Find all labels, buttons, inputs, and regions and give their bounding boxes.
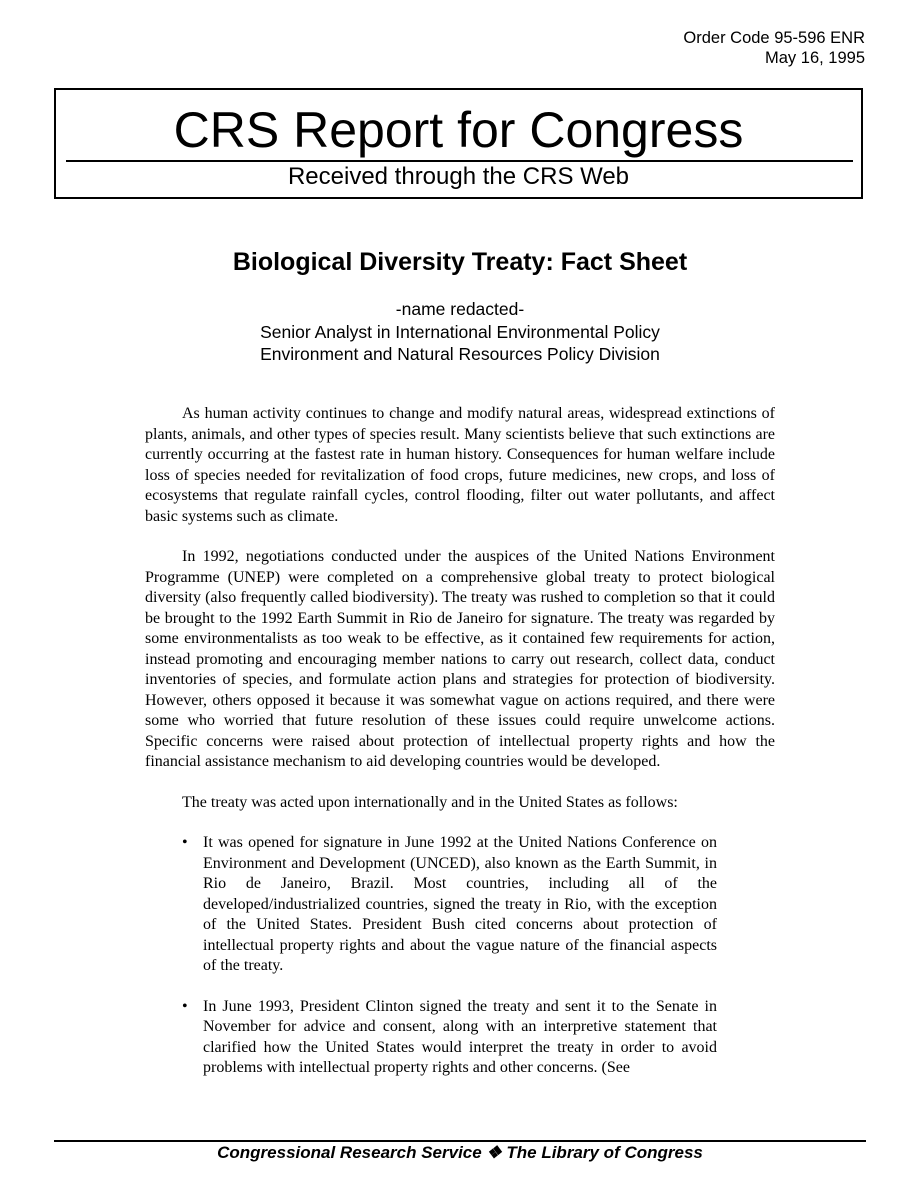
- paragraph: In 1992, negotiations conducted under the auspices of the United Nations Environment Programme (UNEP) were completed on a comprehensive global treaty to protect biological diversity (also frequently called biodiversity). The treaty was rushed to completion so that it could be brought to the 1992 Earth Summit in Rio de Janeiro for signature. The treaty was regarded by some environmentalists as too weak to be effective, as it contained few requirements for action, instead promoting and encouraging member nations to carry out research, collect data, conduct inventories of species, and formulate action plans and strategies for protection of biodiversity. However, others opposed it because it was somewhat vague on actions required, and there were some who worried that future resolution of these issues could require unwelcome actions. Specific concerns were raised about protection of intellectual property rights and how the financial assistance mechanism to aid developing countries would be developed.: [145, 548, 775, 770]
- bullet-list: [145, 833, 775, 1079]
- bullet-icon: •: [182, 834, 188, 851]
- author-block: [0, 298, 920, 366]
- order-code-block: [683, 28, 865, 68]
- report-banner: [54, 88, 863, 199]
- footer-text: Congressional Research Service ❖ The Library of Congress: [217, 1143, 703, 1162]
- banner-title: CRS Report for Congress: [173, 102, 744, 158]
- paragraph: As human activity continues to change and modify natural areas, widespread extinctions of plants, animals, and other types of species result. Many scientists believe that such extinctions are currently occurring at the fastest rate in human history. Consequences for human welfare include loss of species needed for revitalization of food crops, future medicines, new crops, and loss of ecosystems that regulate rainfall cycles, control flooding, filter out water pollutants, and affect basic systems such as climate.: [145, 405, 775, 525]
- banner-subtitle: Received through the CRS Web: [287, 163, 630, 190]
- author-division: Environment and Natural Resources Policy Division: [260, 344, 660, 364]
- list-item: [145, 997, 775, 1079]
- author-title: Senior Analyst in International Environmental Policy: [260, 321, 660, 342]
- paragraph: The treaty was acted upon internationally and in the United States as follows:: [182, 793, 678, 811]
- list-item-text: It was opened for signature in June 1992 at the United Nations Conference on Environment and Development (UNCED), also known as the Earth Summit, in Rio de Janeiro, Brazil. Most countries, including all of the developed/industrialized countries, signed the treaty in Rio, with the exception of the United States. President Bush cited concerns about protection of intellectual property rights and about the vague nature of the financial aspects of the treaty.: [203, 834, 717, 974]
- author-name: -name redacted-: [395, 299, 525, 319]
- report-date: May 16, 1995: [765, 49, 865, 67]
- document-title: Biological Diversity Treaty: Fact Sheet: [232, 248, 688, 276]
- bullet-icon: •: [182, 997, 188, 1015]
- body-text: [145, 404, 775, 1099]
- list-item-text: In June 1993, President Clinton signed the treaty and sent it to the Senate in November for advice and consent, along with an interpretive statement that clarified how the United States would interpret the treaty in order to avoid problems with intellectual property rights and other concerns. (See: [203, 997, 717, 1076]
- order-code: Order Code 95-596 ENR: [683, 29, 865, 47]
- list-item: [145, 833, 775, 977]
